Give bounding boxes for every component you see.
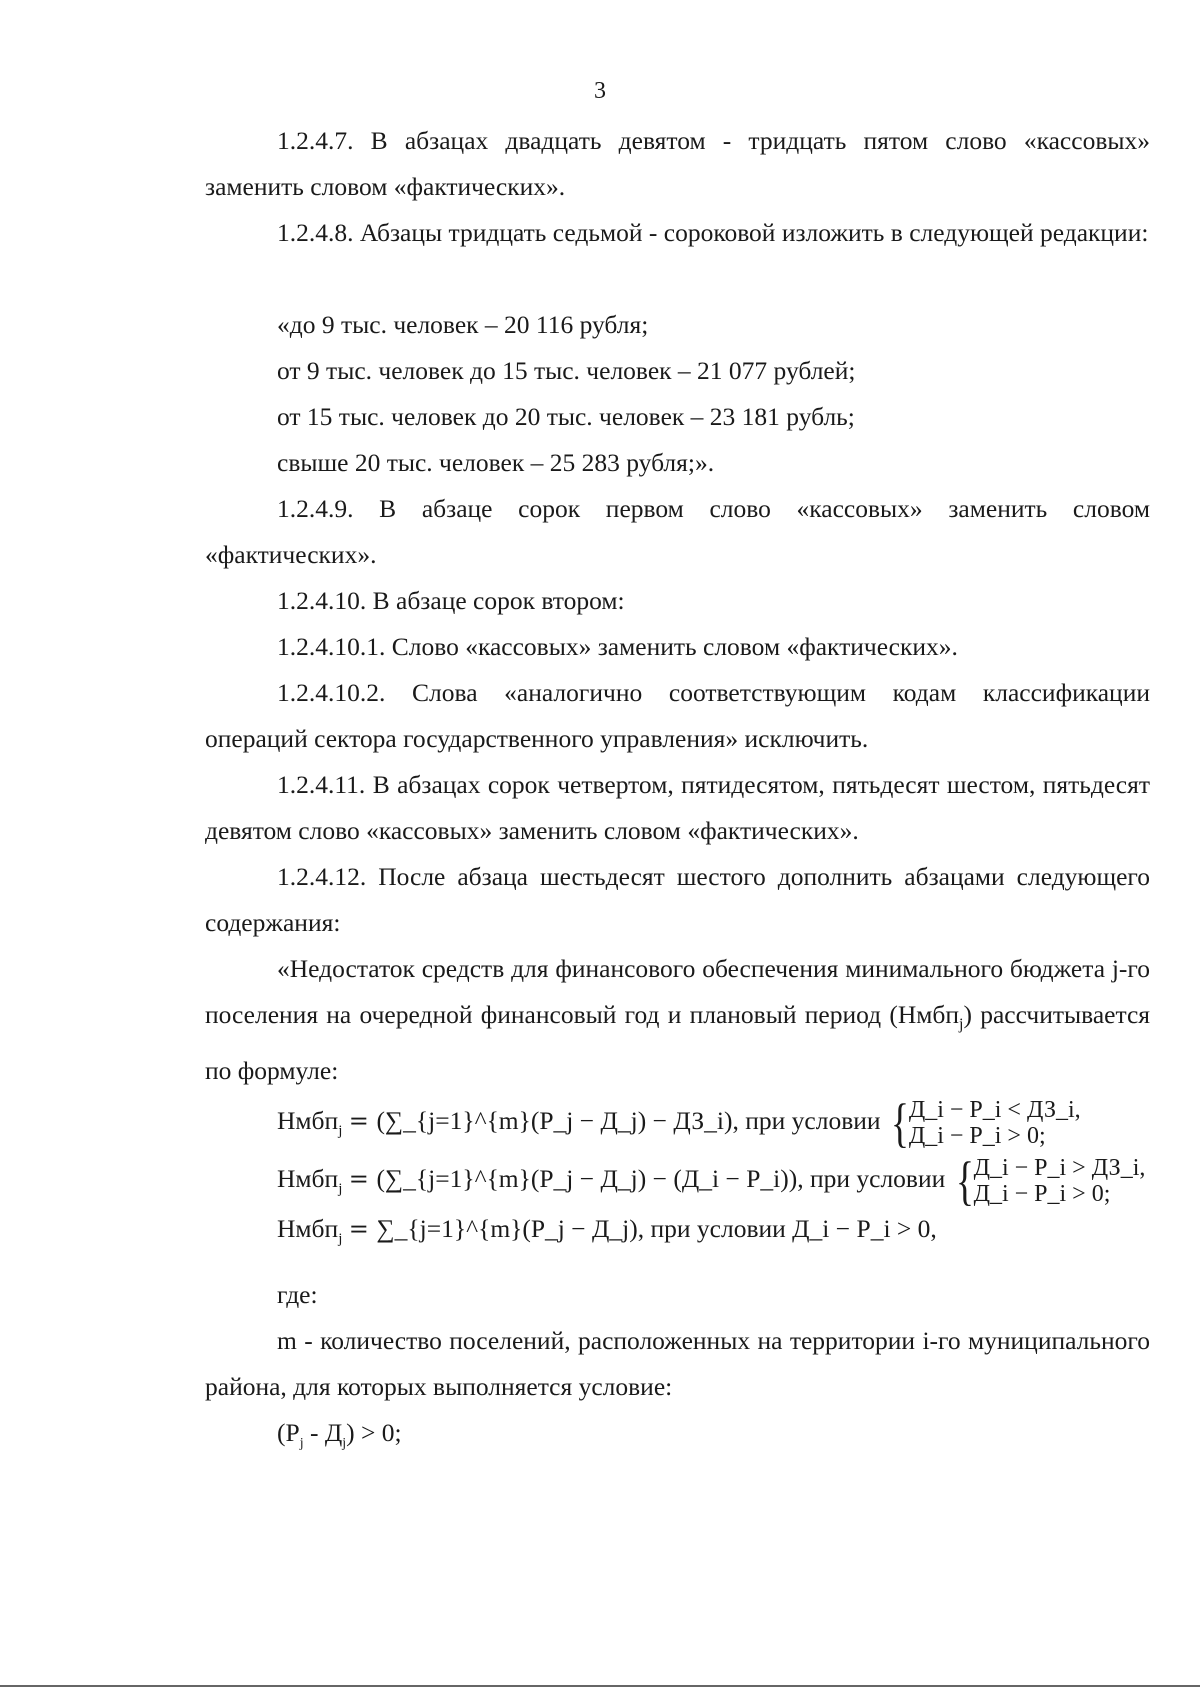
condition-part-2: - Д bbox=[303, 1418, 343, 1447]
formula-2-lhs: Нмбп bbox=[277, 1163, 339, 1193]
formula-2-cond-1: Д_i − Р_i > ДЗ_i, bbox=[973, 1155, 1146, 1181]
condition-line bbox=[277, 1410, 402, 1467]
paragraph-1-2-4-10: 1.2.4.10. В абзаце сорок втором: bbox=[277, 586, 625, 615]
paragraph-shortfall-text: «Недостаток средств для финансового обеспечения минимального бюджета j-го поселения на очередной финансовый год и плановый период (Нмбп bbox=[205, 954, 1150, 1029]
formula-1-cond-2: Д_i − Р_i > 0; bbox=[908, 1123, 1046, 1149]
formula-1-lhs-sub: j bbox=[338, 1122, 343, 1139]
formula-2: Нмбп$_j$ = (∑_{j=1}^{m}(Р_j − Д_j) − (Д_i − Р_i)), при условии { Д_i − Р_i > ДЗ_i, Д_i − Р_i > 0; bbox=[277, 1151, 1146, 1211]
formula-3: Нмбп$_j$ = ∑_{j=1}^{m}(Р_j − Д_j), при условии Д_i − Р_i > 0, bbox=[277, 1214, 937, 1248]
formula-1-lhs: Нмбп bbox=[277, 1105, 339, 1135]
paragraph-m-definition: m - количество поселений, расположенных на территории i-го муниципального района, для которых выполняется условие: bbox=[205, 1326, 1150, 1401]
condition-sub-1: j bbox=[299, 1436, 304, 1452]
condition-sub-2: j bbox=[342, 1436, 347, 1452]
page-number: 3 bbox=[594, 78, 606, 104]
condition-part-3: ) > 0; bbox=[346, 1418, 402, 1447]
list-item-over-20k: свыше 20 тыс. человек – 25 283 рубля;». bbox=[277, 448, 715, 477]
formula-1: Нмбп$_j$ = (∑_{j=1}^{m}(Р_j − Д_j) − ДЗ_i), при условии { Д_i − Р_i < ДЗ_i, Д_i − Р_i > 0; bbox=[277, 1093, 1081, 1153]
subscript-j: j bbox=[959, 1016, 964, 1034]
bottom-rule bbox=[0, 1685, 1200, 1687]
formula-3-lhs-sub: j bbox=[338, 1231, 343, 1248]
list-item-up-to-9k: «до 9 тыс. человек – 20 116 рубля; bbox=[277, 310, 649, 339]
formula-2-rhs: (∑_{j=1}^{m}(Р_j − Д_j) − (Д_i − Р_i)), при условии bbox=[376, 1163, 946, 1193]
condition-part-1: (Р bbox=[277, 1418, 300, 1447]
formula-2-conditions: { Д_i − Р_i > ДЗ_i, Д_i − Р_i > 0; bbox=[955, 1151, 1146, 1211]
paragraph-1-2-4-10-2: 1.2.4.10.2. Слова «аналогично соответствующим кодам классификации операций сектора государственного управления» исключить. bbox=[205, 678, 1150, 753]
paragraph-1-2-4-12: 1.2.4.12. После абзаца шестьдесят шестого дополнить абзацами следующего содержания: bbox=[205, 862, 1150, 937]
paragraph-1-2-4-9: 1.2.4.9. В абзаце сорок первом слово «кассовых» заменить словом «фактических». bbox=[205, 494, 1150, 569]
formula-1-cond-1: Д_i − Р_i < ДЗ_i, bbox=[908, 1097, 1081, 1123]
formula-2-lhs-sub: j bbox=[338, 1180, 343, 1197]
formula-1-conditions: { Д_i − Р_i < ДЗ_i, Д_i − Р_i > 0; bbox=[890, 1093, 1081, 1153]
paragraph-shortfall-tail: ) рассчитывается по формуле: bbox=[205, 1000, 1150, 1086]
formula-2-cond-2: Д_i − Р_i > 0; bbox=[973, 1181, 1111, 1207]
formula-3-lhs: Нмбп bbox=[277, 1214, 339, 1243]
paragraph-1-2-4-7: 1.2.4.7. В абзацах двадцать девятом - тридцать пятом слово «кассовых» заменить словом «фактических». bbox=[205, 126, 1150, 201]
list-item-15k-20k: от 15 тыс. человек до 20 тыс. человек – 23 181 рубль; bbox=[277, 402, 855, 431]
paragraph-1-2-4-11: 1.2.4.11. В абзацах сорок четвертом, пятидесятом, пятьдесят шестом, пятьдесят девятом слово «кассовых» заменить словом «фактических». bbox=[205, 770, 1150, 845]
formula-1-rhs: (∑_{j=1}^{m}(Р_j − Д_j) − ДЗ_i), при условии bbox=[376, 1105, 881, 1135]
paragraph-1-2-4-8: 1.2.4.8. Абзацы тридцать седьмой - сороковой изложить в следующей редакции: bbox=[277, 218, 1149, 247]
paragraph-1-2-4-10-1: 1.2.4.10.1. Слово «кассовых» заменить словом «фактических». bbox=[277, 632, 958, 661]
formula-3-rhs: ∑_{j=1}^{m}(Р_j − Д_j), при условии Д_i − Р_i > 0, bbox=[376, 1214, 937, 1243]
list-item-9k-15k: от 9 тыс. человек до 15 тыс. человек – 21 077 рублей; bbox=[277, 356, 856, 385]
where-label: где: bbox=[277, 1280, 318, 1309]
paragraph-shortfall-definition bbox=[205, 946, 1150, 1094]
